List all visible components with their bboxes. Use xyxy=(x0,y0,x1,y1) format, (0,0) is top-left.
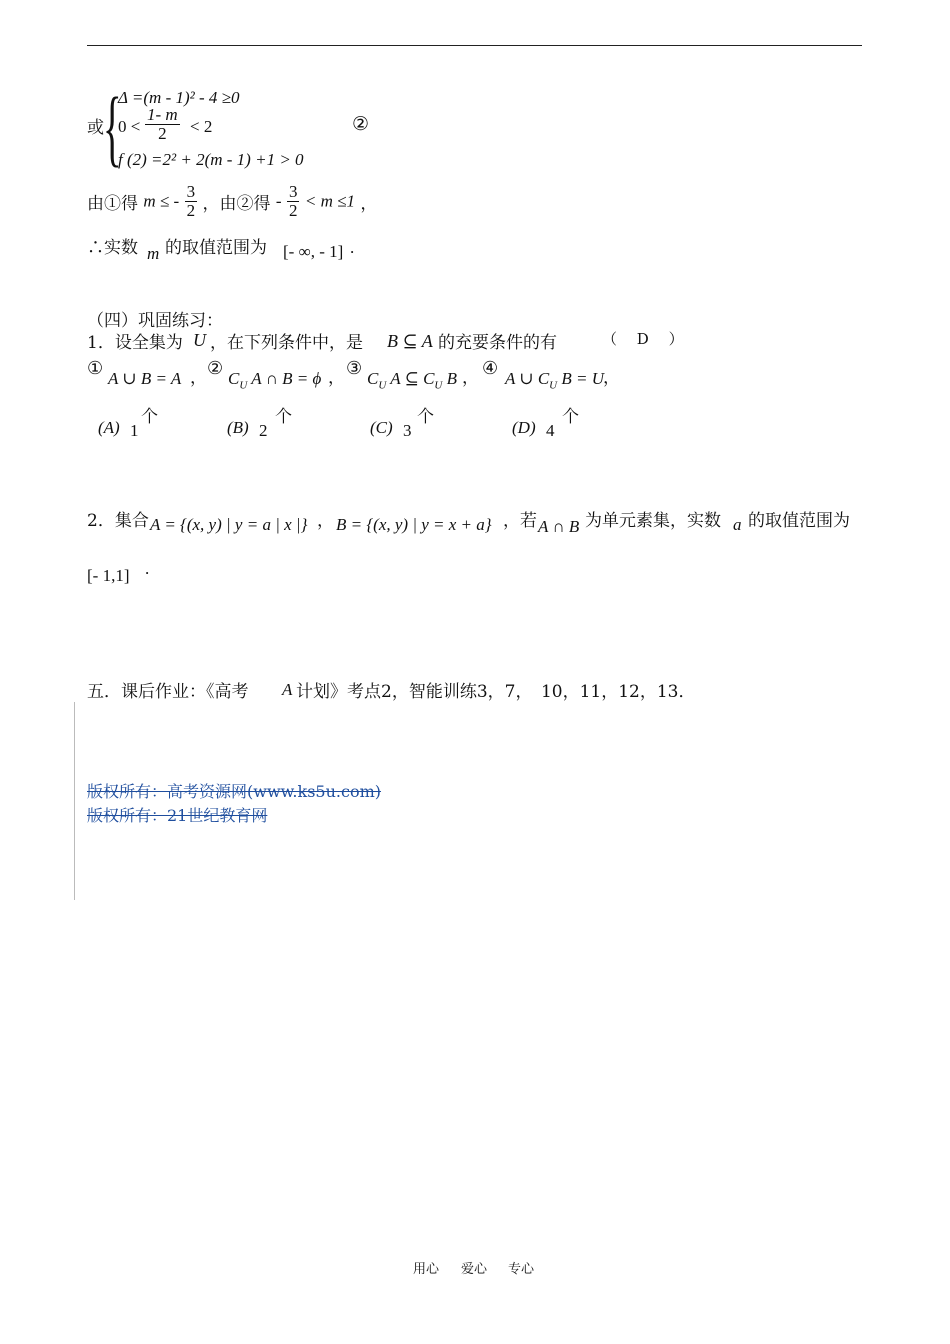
option-4-marker: ④ xyxy=(482,358,499,379)
choice-c-value: 3 xyxy=(403,421,412,440)
choice-a-unit: 个 xyxy=(141,407,158,427)
therefore-text-2: 的取值范围为 xyxy=(165,238,267,258)
system-line-1: Δ =(m - 1)² - 4 ≥0 xyxy=(118,88,240,107)
choice-b-label: (B) xyxy=(227,418,249,437)
system-line-2-fraction: $\frac{1- m}{2}$ xyxy=(147,105,178,143)
result-fraction-2: $\frac{3}{2}$ xyxy=(288,182,298,220)
q2-sep: ， xyxy=(317,511,334,531)
result-line xyxy=(87,183,377,227)
or-label: 或 xyxy=(87,118,104,138)
therefore-var-m: m xyxy=(147,244,160,263)
equation-marker-2: ② xyxy=(352,113,370,135)
result-text-1: 由①得 xyxy=(87,193,138,214)
homework-var: A xyxy=(282,680,293,699)
choice-a-value: 1 xyxy=(130,421,139,440)
top-rule xyxy=(87,45,862,46)
choice-b-value: 2 xyxy=(259,421,268,440)
section-4-heading: （四）巩固练习： xyxy=(87,311,223,331)
q1-mid: ，在下列条件中，是 xyxy=(210,333,363,353)
q2-var-a: a xyxy=(733,515,742,534)
q1-universal-set: U xyxy=(193,330,206,350)
option-1-sep: ， xyxy=(190,368,207,388)
therefore-text-1: ∴实数 xyxy=(87,238,138,258)
option-2-marker: ② xyxy=(207,358,224,379)
q1-suffix: 的充要条件的有 xyxy=(438,333,557,353)
system-line-3: f (2) =2² + 2(m - 1) +1 > 0 xyxy=(118,150,304,169)
system-line-2-right: < 2 xyxy=(190,117,213,136)
system-line-2-left: 0 < xyxy=(118,117,141,136)
option-4-sep: ， xyxy=(603,368,620,388)
result-text-3: ， xyxy=(360,193,378,214)
result-text-2: ，由②得 xyxy=(202,193,271,214)
left-brace: { xyxy=(103,79,122,175)
copyright-link-1[interactable]: 版权所有：高考资源网(www.ks5u.com) xyxy=(87,782,382,801)
option-2-expr: $C_U$ A ∩ B = ϕ xyxy=(228,369,322,392)
option-4-expr: A ∪ $C_U$ B = U xyxy=(505,369,605,392)
homework-text-1: 五．课后作业：《高考 xyxy=(87,682,249,702)
option-3-expr: $C_U$ A ⊆ $C_U$ B xyxy=(367,369,458,392)
left-margin-line xyxy=(74,702,75,900)
q2-end: . xyxy=(145,559,150,578)
option-2-sep: ， xyxy=(328,368,345,388)
q2-prefix: 2．集合 xyxy=(87,511,149,531)
result-math-3: < m ≤1 xyxy=(304,191,355,211)
result-fraction-1: $\frac{3}{2}$ xyxy=(186,182,196,220)
q1-prefix: 1．设全集为 xyxy=(87,333,183,353)
option-3-sep: ， xyxy=(462,368,479,388)
choice-c-label: (C) xyxy=(370,418,393,437)
choice-d-label: (D) xyxy=(512,418,536,437)
q2-suffix: 的取值范围为 xyxy=(748,511,850,531)
option-3-marker: ③ xyxy=(346,358,363,379)
q2-intersection: A ∩ B xyxy=(538,517,580,536)
therefore-range: [- ∞, - 1] xyxy=(283,242,344,261)
choice-a-label: (A) xyxy=(98,418,120,437)
q1-condition: B ⊆ A xyxy=(387,331,433,351)
q2-set-a: A = {(x, y) | y = a | x |} xyxy=(150,515,308,534)
footer-word-3: 专心 xyxy=(508,1262,535,1277)
q2-ruo: ，若 xyxy=(503,511,537,531)
footer-word-1: 用心 xyxy=(413,1262,440,1277)
footer-word-2: 爱心 xyxy=(461,1262,488,1277)
result-math-2: - xyxy=(275,191,282,211)
q2-set-b: B = {(x, y) | y = x + a} xyxy=(336,515,492,534)
option-1-expr: A ∪ B = A xyxy=(108,369,182,388)
choice-d-value: 4 xyxy=(546,421,555,440)
choice-c-unit: 个 xyxy=(417,407,434,427)
q1-answer: （ D ） xyxy=(602,330,684,348)
therefore-end: . xyxy=(350,238,355,257)
choice-b-unit: 个 xyxy=(275,407,292,427)
q2-mid: 为单元素集，实数 xyxy=(585,511,721,531)
homework-text-2: 计划》考点2，智能训练3，7， 10，11，12，13． xyxy=(296,682,696,702)
option-1-marker: ① xyxy=(87,358,104,379)
choice-d-unit: 个 xyxy=(562,407,579,427)
copyright-link-2[interactable]: 版权所有：21世纪教育网 xyxy=(87,806,268,825)
result-math-1: m ≤ - xyxy=(143,191,180,211)
q2-answer: [- 1,1] xyxy=(87,566,130,585)
